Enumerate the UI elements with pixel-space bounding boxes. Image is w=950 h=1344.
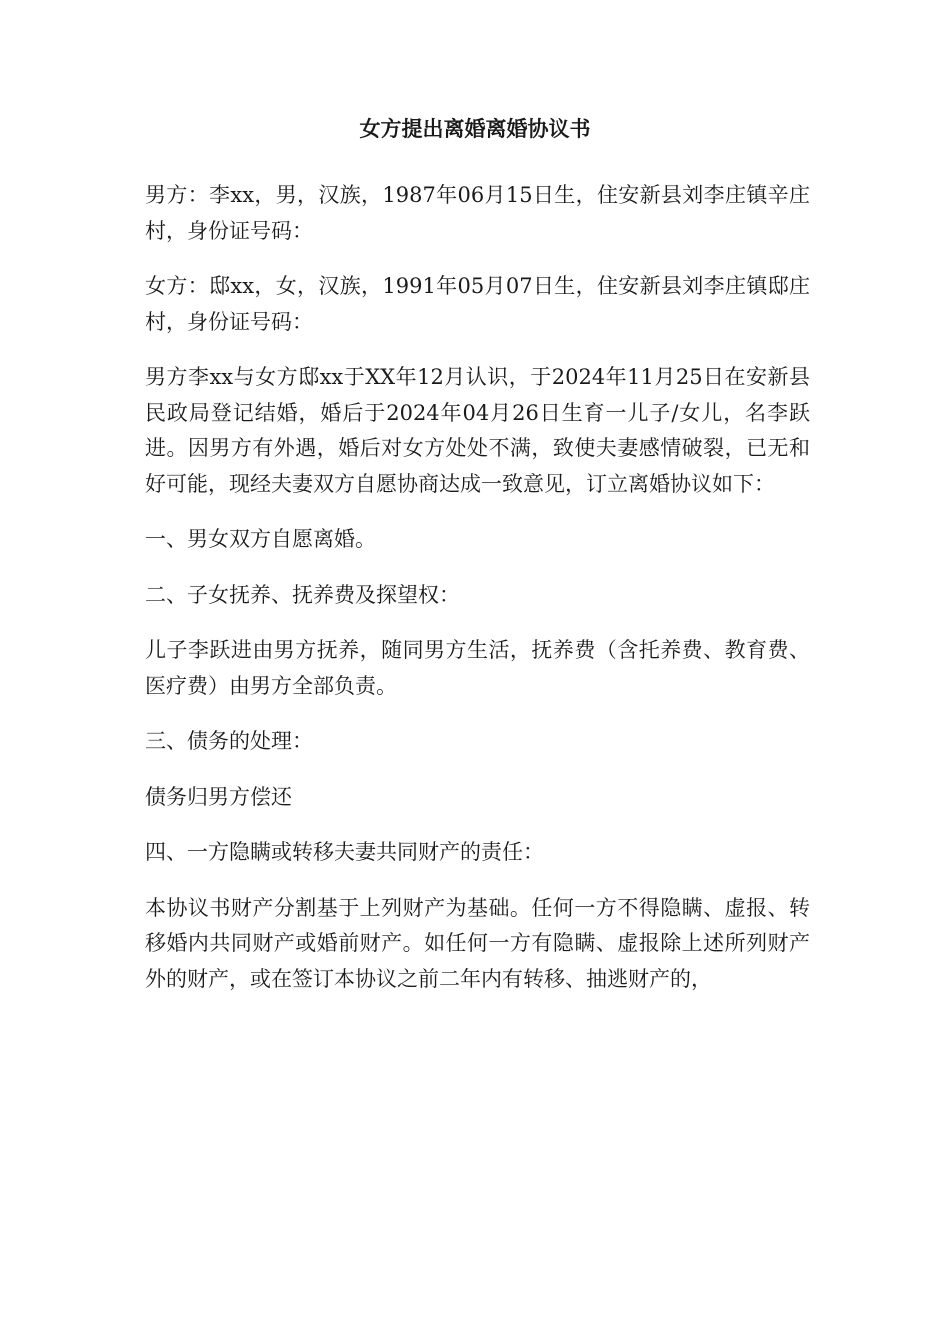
clause-4-text: 本协议书财产分割基于上列财产为基础。任何一方不得隐瞒、虚报、转移婚内共同财产或婚前财产。如任何一方有隐瞒、虚报除上述所列财产外的财产，或在签订本协议之前二年内有转移、抽逃财产的， xyxy=(145,895,810,991)
clause-1-heading: 一、男女双方自愿离婚。 xyxy=(145,527,376,551)
document-body xyxy=(145,178,810,1017)
clause-3-heading: 三、债务的处理： xyxy=(145,729,313,753)
paragraph-female-party: 女方：邸xx，女，汉族，1991年05月07日生，住安新县刘李庄镇邸庄村，身份证号码： xyxy=(145,274,810,334)
clause-2-text: 儿子李跃进由男方抚养，随同男方生活，抚养费（含托养费、教育费、医疗费）由男方全部负责。 xyxy=(145,638,810,698)
clause-4-heading: 四、一方隐瞒或转移夫妻共同财产的责任： xyxy=(145,840,544,864)
document-title: 女方提出离婚离婚协议书 xyxy=(359,116,591,141)
clause-3-text: 债务归男方偿还 xyxy=(145,784,292,809)
paragraph-male-party: 男方：李xx，男，汉族，1987年06月15日生，住安新县刘李庄镇辛庄村，身份证号码： xyxy=(145,183,810,243)
paragraph-background: 男方李xx与女方邸xx于XX年12月认识，于2024年11月25日在安新县民政局登记结婚，婚后于2024年04月26日生育一儿子/女儿，名李跃进。因男方有外遇，婚后对女方处处不满，致使夫妻感情破裂，已无和好可能，现经夫妻双方自愿协商达成一致意见，订立离婚协议如下： xyxy=(145,365,810,496)
clause-2-heading: 二、子女抚养、抚养费及探望权： xyxy=(145,582,460,607)
